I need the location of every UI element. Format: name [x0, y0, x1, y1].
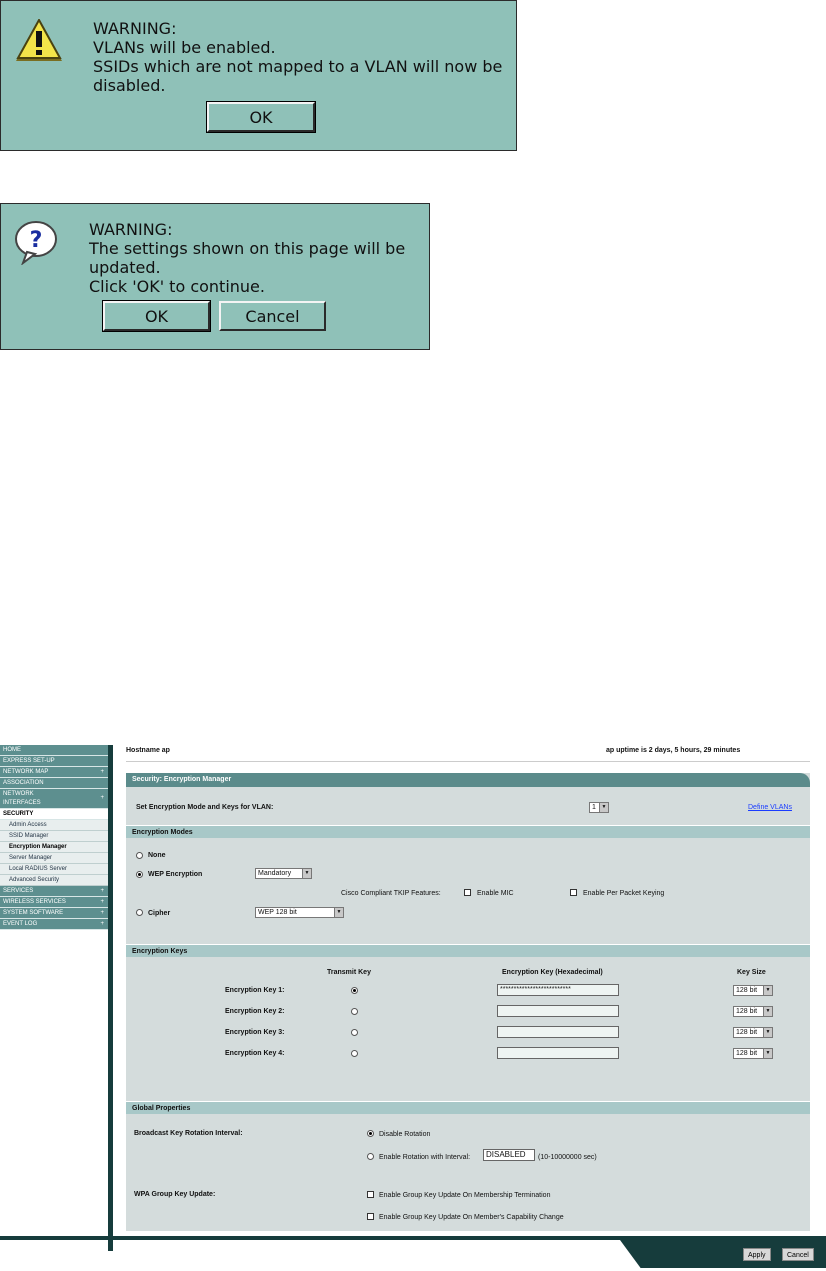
cancel-button[interactable]: Cancel: [219, 301, 326, 331]
footer-bar: [0, 1236, 826, 1240]
dialog-message: SSIDs which are not mapped to a VLAN will now be disabled.: [93, 57, 503, 95]
transmit-key-2-radio[interactable]: [351, 1008, 358, 1015]
tkip-features-label: Cisco Compliant TKIP Features:: [341, 890, 441, 897]
global-properties-heading: Global Properties: [126, 1101, 810, 1114]
encryption-key-1-input[interactable]: **************************: [497, 984, 619, 996]
key-row-label: Encryption Key 2:: [225, 1008, 285, 1015]
key-size-4-select[interactable]: 128 bit ▼: [733, 1048, 773, 1059]
nav-home[interactable]: HOME: [0, 745, 108, 756]
dialog-message: The settings shown on this page will be updated.: [89, 239, 406, 277]
transmit-key-4-radio[interactable]: [351, 1050, 358, 1057]
none-radio[interactable]: [136, 852, 143, 859]
wep-encryption-radio[interactable]: [136, 871, 143, 878]
enable-rotation-radio[interactable]: [367, 1153, 374, 1160]
key-size-2-select[interactable]: 128 bit ▼: [733, 1006, 773, 1017]
wep-mode-select[interactable]: Mandatory ▼: [255, 868, 312, 879]
cancel-button[interactable]: Cancel: [782, 1248, 814, 1261]
key-row-label: Encryption Key 4:: [225, 1050, 285, 1057]
chevron-down-icon: ▼: [599, 803, 608, 812]
capability-change-checkbox[interactable]: [367, 1213, 374, 1220]
col-encryption-key: Encryption Key (Hexadecimal): [502, 969, 603, 976]
nav-network-map[interactable]: NETWORK MAP +: [0, 767, 108, 778]
wep-encryption-label: WEP Encryption: [148, 871, 203, 878]
hostname-label: Hostname ap: [126, 747, 170, 754]
encryption-key-2-input[interactable]: [497, 1005, 619, 1017]
encryption-manager-screen: [0, 745, 826, 1271]
interval-range-hint: (10-10000000 sec): [538, 1154, 597, 1161]
nav-services[interactable]: SERVICES +: [0, 886, 108, 897]
chevron-down-icon: ▼: [763, 1007, 772, 1016]
nav-advanced-security[interactable]: Advanced Security: [0, 875, 108, 886]
encryption-panel: [126, 773, 810, 1231]
wpa-group-key-update-label: WPA Group Key Update:: [134, 1191, 216, 1198]
chevron-down-icon: ▼: [334, 908, 343, 917]
uptime-label: ap uptime is 2 days, 5 hours, 29 minutes: [606, 747, 741, 754]
nav-security[interactable]: SECURITY: [0, 809, 108, 820]
warning-dialog-vlan: [0, 0, 517, 151]
svg-text:?: ?: [29, 228, 43, 253]
nav-server-manager[interactable]: Server Manager: [0, 853, 108, 864]
enable-mic-label: Enable MIC: [477, 890, 514, 897]
enable-rotation-label: Enable Rotation with Interval:: [379, 1154, 471, 1161]
nav-network-interfaces[interactable]: NETWORK INTERFACES +: [0, 789, 108, 809]
dialog-message: VLANs will be enabled.: [93, 38, 276, 57]
dialog-heading: WARNING:: [93, 19, 177, 38]
ok-button[interactable]: OK: [103, 301, 210, 331]
capability-change-label: Enable Group Key Update On Member's Capability Change: [379, 1214, 564, 1221]
cipher-label: Cipher: [148, 910, 171, 917]
enable-per-packet-keying-checkbox[interactable]: [570, 889, 577, 896]
encryption-modes-heading: Encryption Modes: [126, 825, 810, 838]
disable-rotation-label: Disable Rotation: [379, 1131, 431, 1138]
nav-association[interactable]: ASSOCIATION: [0, 778, 108, 789]
dialog-heading: WARNING:: [89, 220, 173, 239]
status-header: [126, 745, 810, 759]
header-divider: [126, 761, 810, 762]
key-size-1-select[interactable]: 128 bit ▼: [733, 985, 773, 996]
membership-termination-checkbox[interactable]: [367, 1191, 374, 1198]
key-row-label: Encryption Key 3:: [225, 1029, 285, 1036]
chevron-down-icon: ▼: [763, 986, 772, 995]
nav-ssid-manager[interactable]: SSID Manager: [0, 831, 108, 842]
enable-mic-checkbox[interactable]: [464, 889, 471, 896]
broadcast-key-rotation-label: Broadcast Key Rotation Interval:: [134, 1130, 243, 1137]
membership-termination-label: Enable Group Key Update On Membership Termination: [379, 1192, 551, 1199]
vlan-select[interactable]: 1 ▼: [589, 802, 609, 813]
cipher-select[interactable]: WEP 128 bit ▼: [255, 907, 344, 918]
chevron-down-icon: ▼: [763, 1049, 772, 1058]
nav-admin-access[interactable]: Admin Access: [0, 820, 108, 831]
disable-rotation-radio[interactable]: [367, 1130, 374, 1137]
rotation-interval-input[interactable]: DISABLED: [483, 1149, 535, 1161]
question-bubble-icon: [13, 219, 59, 265]
cipher-radio[interactable]: [136, 909, 143, 916]
chevron-down-icon: ▼: [763, 1028, 772, 1037]
warning-dialog-update: [0, 203, 430, 350]
per-packet-keying-label: Enable Per Packet Keying: [583, 890, 665, 897]
none-label: None: [148, 852, 166, 859]
chevron-down-icon: ▼: [302, 869, 311, 878]
col-key-size: Key Size: [737, 969, 766, 976]
vlan-label: Set Encryption Mode and Keys for VLAN:: [136, 804, 274, 811]
nav-wireless-services[interactable]: WIRELESS SERVICES +: [0, 897, 108, 908]
nav-local-radius-server[interactable]: Local RADIUS Server: [0, 864, 108, 875]
encryption-key-3-input[interactable]: [497, 1026, 619, 1038]
nav-encryption-manager[interactable]: Encryption Manager: [0, 842, 108, 853]
warning-triangle-icon: [14, 19, 64, 65]
encryption-key-4-input[interactable]: [497, 1047, 619, 1059]
dialog-message: Click 'OK' to continue.: [89, 277, 265, 296]
key-size-3-select[interactable]: 128 bit ▼: [733, 1027, 773, 1038]
define-vlans-link[interactable]: Define VLANs: [748, 804, 792, 811]
encryption-keys-heading: Encryption Keys: [126, 944, 810, 957]
apply-button[interactable]: Apply: [743, 1248, 771, 1261]
transmit-key-3-radio[interactable]: [351, 1029, 358, 1036]
sidebar-nav: [0, 745, 113, 1251]
key-row-label: Encryption Key 1:: [225, 987, 285, 994]
nav-system-software[interactable]: SYSTEM SOFTWARE +: [0, 908, 108, 919]
col-transmit-key: Transmit Key: [327, 969, 371, 976]
nav-event-log[interactable]: EVENT LOG +: [0, 919, 108, 930]
ok-button[interactable]: OK: [207, 102, 315, 132]
nav-express-setup[interactable]: EXPRESS SET-UP: [0, 756, 108, 767]
transmit-key-1-radio[interactable]: [351, 987, 358, 994]
panel-title: Security: Encryption Manager: [126, 773, 810, 787]
